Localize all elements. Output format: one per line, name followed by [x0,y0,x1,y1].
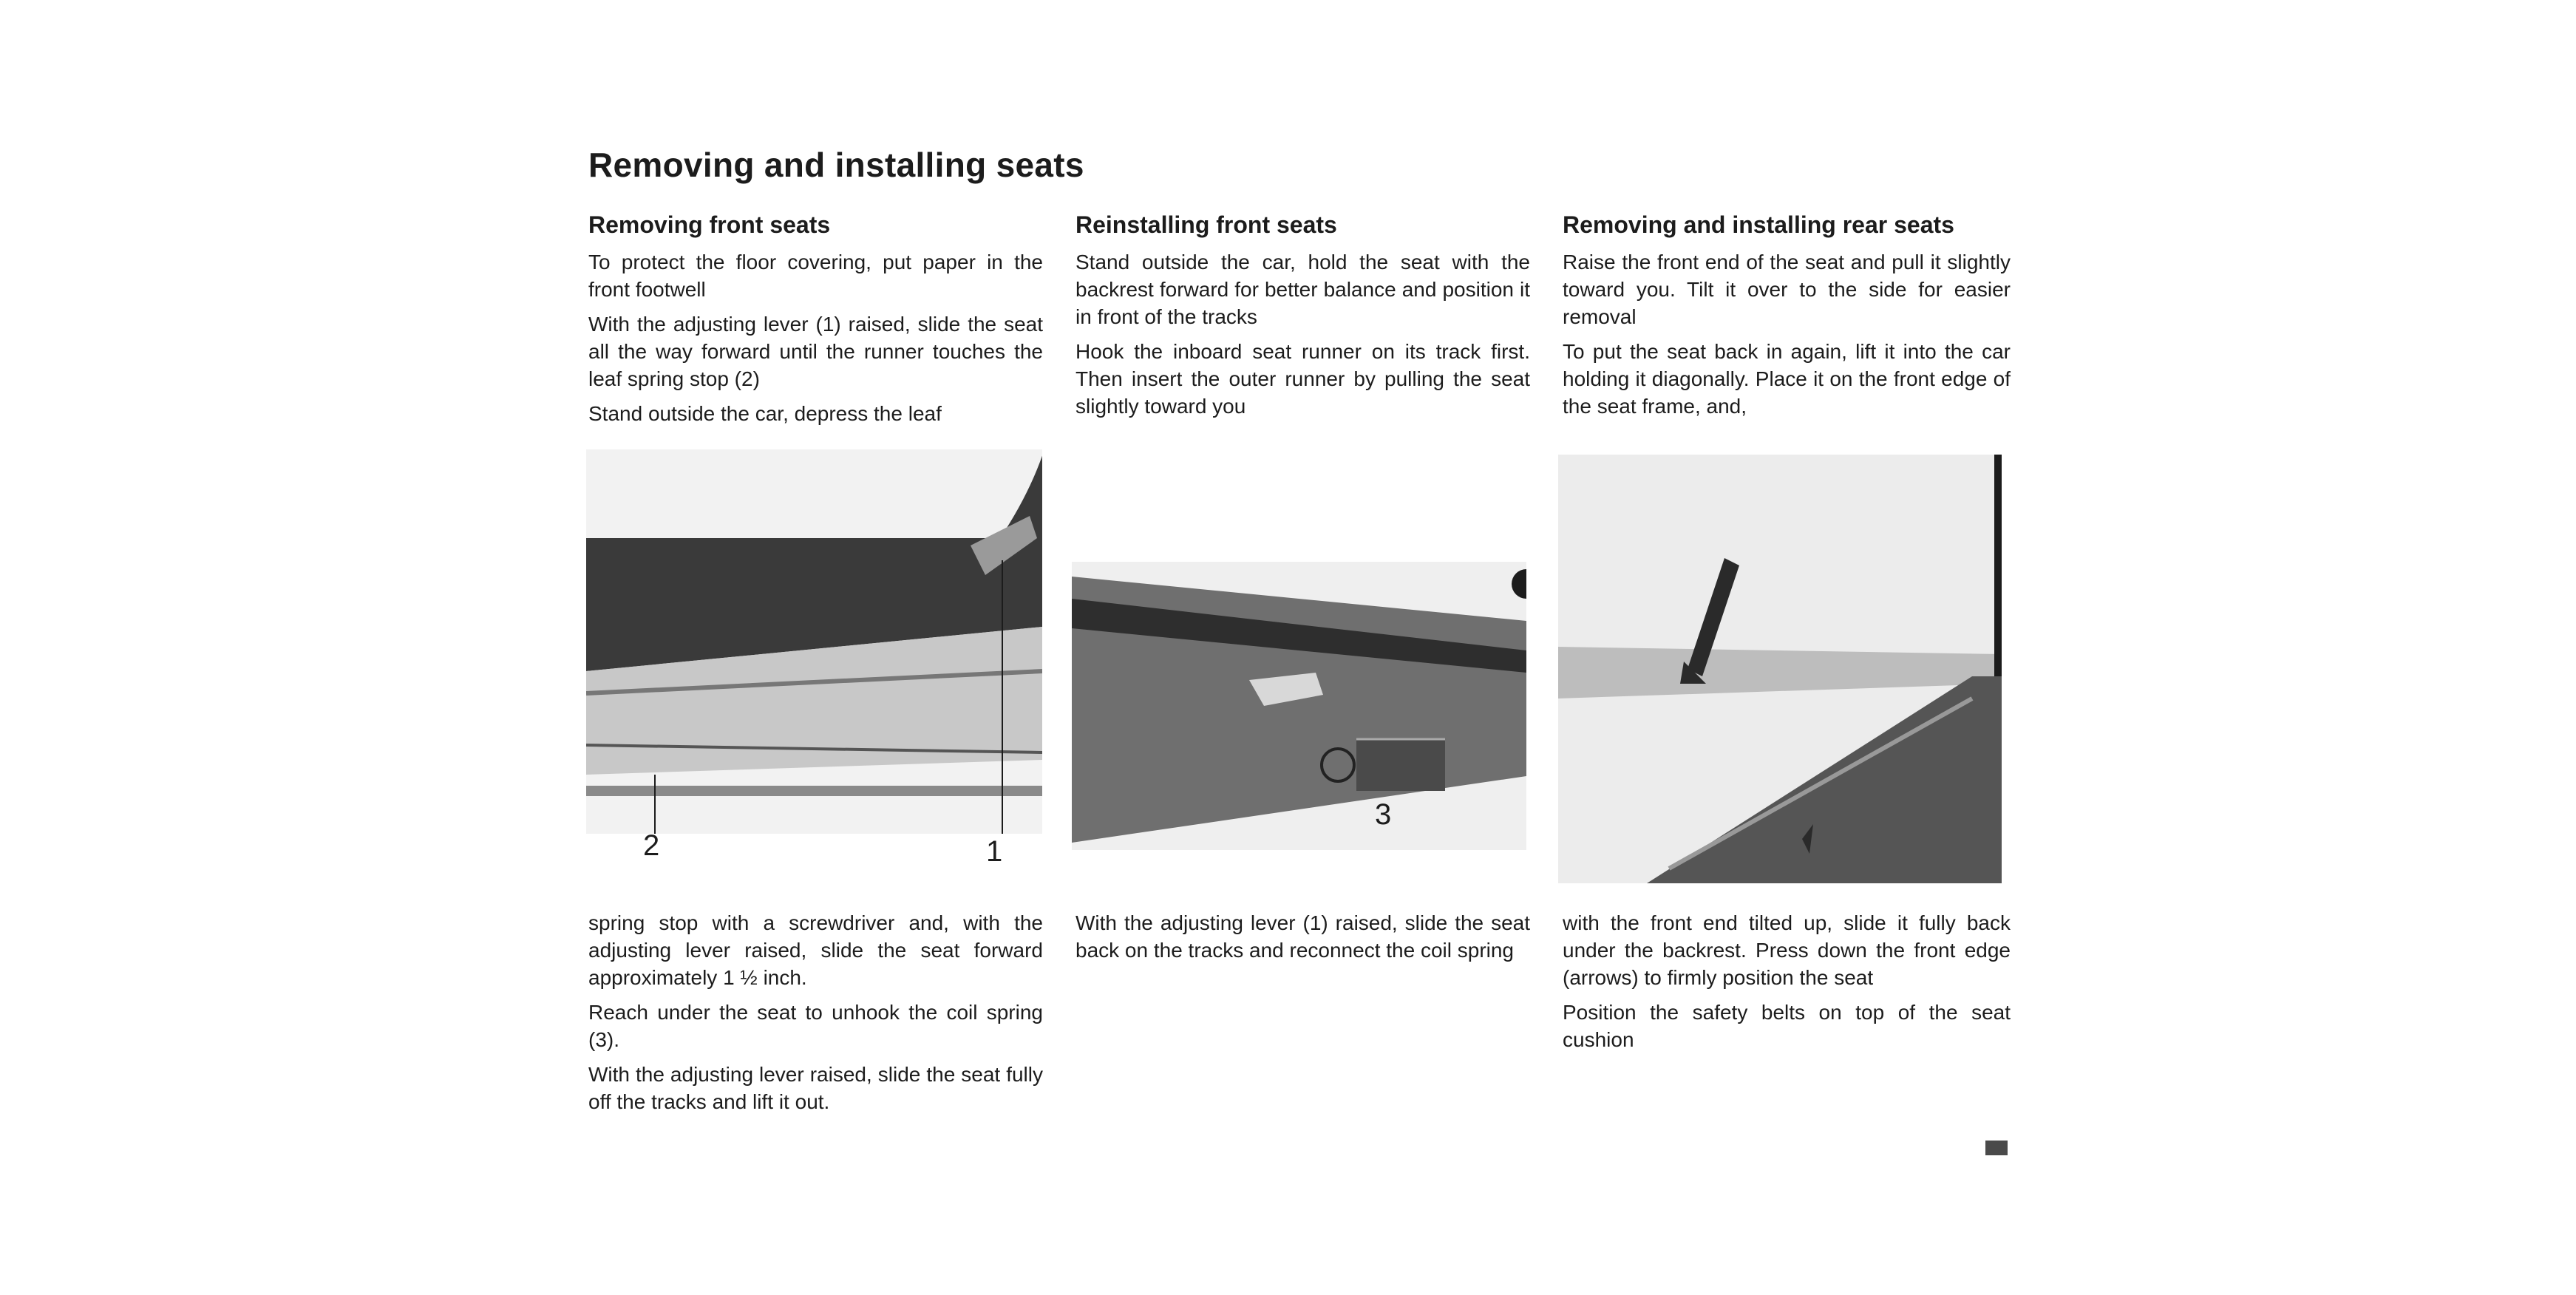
paragraph: with the front end tilted up, slide it fully back under the backrest. Press down the front edge (arrows) to firmly position the seat [1563,911,2011,989]
photo-seat-runner-leaf-spring [586,449,1042,834]
column-2-top-text [1075,248,1530,427]
paragraph: To protect the floor covering, put paper in the front footwell [588,251,1043,301]
callout-label: 1 [986,835,1003,868]
callout-label: 2 [643,829,660,862]
paragraph: Reach under the seat to unhook the coil spring (3). [588,1001,1043,1051]
paragraph: With the adjusting lever (1) raised, slide the seat all the way forward until the runner touches the leaf spring stop (2) [588,313,1043,390]
paragraph: spring stop with a screwdriver and, with the adjusting lever raised, slide the seat forward approximately 1 ½ inch. [588,911,1043,989]
column-3-top-text [1563,248,2011,427]
paragraph: With the adjusting lever (1) raised, slide the seat back on the tracks and reconnect the coil spring [1075,911,1530,962]
paragraph: Stand outside the car, depress the leaf [588,402,942,425]
page-title: Removing and installing seats [588,146,1084,184]
section-heading-removing-installing-rear-seats: Removing and installing rear seats [1563,211,1954,238]
column-3-bottom-text [1563,909,2011,1061]
callout-label: 3 [1375,798,1392,831]
paragraph: Raise the front end of the seat and pull it slightly toward you. Tilt it over to the side for easier removal [1563,251,2011,328]
column-1-top-text [588,248,1043,435]
paragraph: Position the safety belts on top of the seat cushion [1563,1001,2011,1051]
column-2-bottom-text [1075,909,1530,971]
section-heading-removing-front-seats: Removing front seats [588,211,831,238]
paragraph: Stand outside the car, hold the seat with the backrest forward for better balance and position it in front of the tracks [1075,251,1530,328]
section-heading-reinstalling-front-seats: Reinstalling front seats [1075,211,1337,238]
column-1-bottom-text [588,909,1043,1123]
photo-coil-spring [1072,562,1526,850]
end-of-section-marker [1985,1141,2008,1155]
paragraph: To put the seat back in again, lift it into the car holding it diagonally. Place it on the front edge of the seat frame, and, [1563,340,2011,418]
paragraph: Hook the inboard seat runner on its track first. Then insert the outer runner by pulling the seat slightly toward you [1075,340,1530,418]
photo-rear-seat [1558,455,2002,883]
paragraph: With the adjusting lever raised, slide the seat fully off the tracks and lift it out. [588,1063,1043,1113]
